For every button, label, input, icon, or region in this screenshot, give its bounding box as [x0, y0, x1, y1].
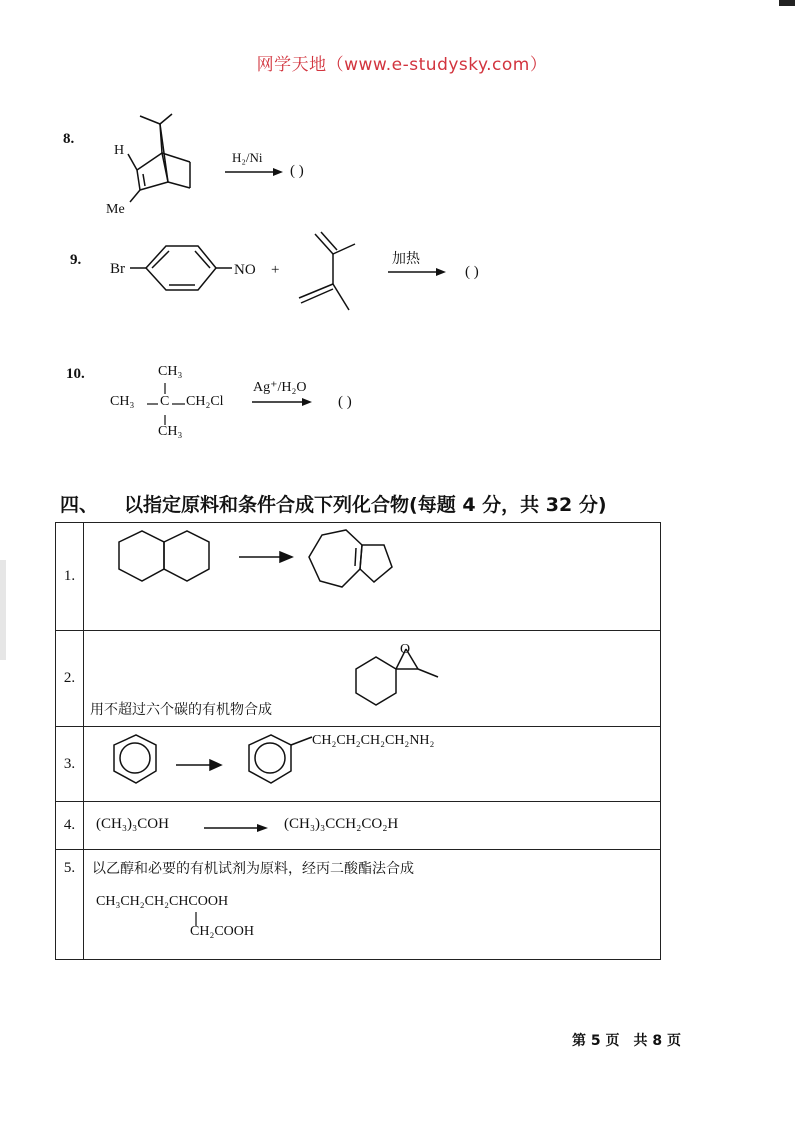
question-9-arrow	[388, 266, 450, 278]
question-8-reagent: H₂/Ni	[232, 150, 263, 165]
section-4-heading	[60, 490, 607, 517]
nitroso-label: NO	[234, 262, 256, 278]
question-9-answer-blank: ( )	[465, 264, 479, 280]
scan-edge-shadow	[0, 560, 6, 660]
row-2-instruction: 用不超过六个碳的有机物合成	[90, 702, 272, 718]
total-pages: 共 8 页	[633, 1033, 681, 1049]
epoxide-oxygen: O	[400, 642, 411, 657]
question-10-arrow	[252, 396, 318, 408]
table-row	[56, 523, 661, 631]
question-9-reagent: 加热	[392, 251, 420, 267]
question-8-number: 8.	[63, 131, 75, 147]
section-4-number: 四、	[60, 494, 99, 516]
page-number: 第 5 页	[572, 1033, 620, 1049]
q10-bottom-methyl: CH₃	[158, 424, 183, 439]
row-3-content	[84, 727, 661, 802]
row-number: 4.	[56, 802, 84, 850]
row-5-product-line1: CH₃CH₂CH₂CHCOOH	[96, 894, 229, 909]
question-10-reagent: Ag⁺/H₂O	[253, 380, 307, 395]
row-number: 1.	[56, 523, 84, 631]
page-footer	[572, 1030, 695, 1050]
section-4-title: 以指定原料和条件合成下列化合物(每题 4 分，共 32 分)	[124, 494, 607, 516]
table-row	[56, 850, 661, 960]
dimethylbutadiene-structure	[295, 226, 365, 316]
question-10-answer-blank: ( )	[338, 394, 352, 410]
row-5-product-line2: CH₂COOH	[190, 924, 254, 939]
q10-chloromethyl: CH₂Cl	[186, 394, 224, 409]
row-2-content	[84, 631, 661, 727]
question-8-answer-blank: ( )	[290, 163, 304, 179]
row-5-instruction: 以乙醇和必要的有机试剂为原料，经丙二酸酯法合成	[92, 861, 414, 877]
question-8-arrow	[225, 166, 285, 178]
spiro-epoxide-structure	[346, 639, 446, 719]
row-3-product: CH₂CH₂CH₂CH₂NH₂	[312, 733, 435, 748]
table-row	[56, 802, 661, 850]
synthesis-question-table	[55, 522, 661, 960]
bromo-label: Br	[110, 261, 125, 277]
row-number: 3.	[56, 727, 84, 802]
methyl-label: Me	[106, 202, 125, 217]
row-4-content	[84, 802, 661, 850]
question-10-number: 10.	[66, 366, 85, 382]
row-4-reactant: (CH₃)₃COH	[96, 816, 169, 832]
table-row	[56, 727, 661, 802]
bicyclic-alkene-structure	[100, 110, 230, 220]
bromonitrosobenzene-ring	[128, 238, 238, 300]
row-1-content	[84, 523, 661, 631]
page-header: 网学天地（www.e-studysky.com）	[256, 55, 548, 75]
row-5-content	[84, 850, 661, 960]
scan-mark	[779, 0, 795, 6]
table-row	[56, 631, 661, 727]
question-9-number: 9.	[70, 252, 82, 268]
plus-sign: +	[271, 262, 280, 278]
row-number: 5.	[56, 850, 84, 960]
q10-left-methyl: CH₃	[110, 394, 135, 409]
row-4-product: (CH₃)₃CCH₂CO₂H	[284, 816, 399, 832]
q10-central-carbon: C	[160, 394, 170, 409]
q10-bonds	[140, 380, 200, 430]
hydrogen-label: H	[114, 143, 125, 158]
decalin-to-bicyclic-reaction	[94, 527, 414, 607]
q10-top-methyl: CH₃	[158, 364, 183, 379]
row-number: 2.	[56, 631, 84, 727]
row-4-arrow	[204, 822, 274, 834]
benzene-to-phenylbutylamine-reaction	[94, 733, 334, 797]
